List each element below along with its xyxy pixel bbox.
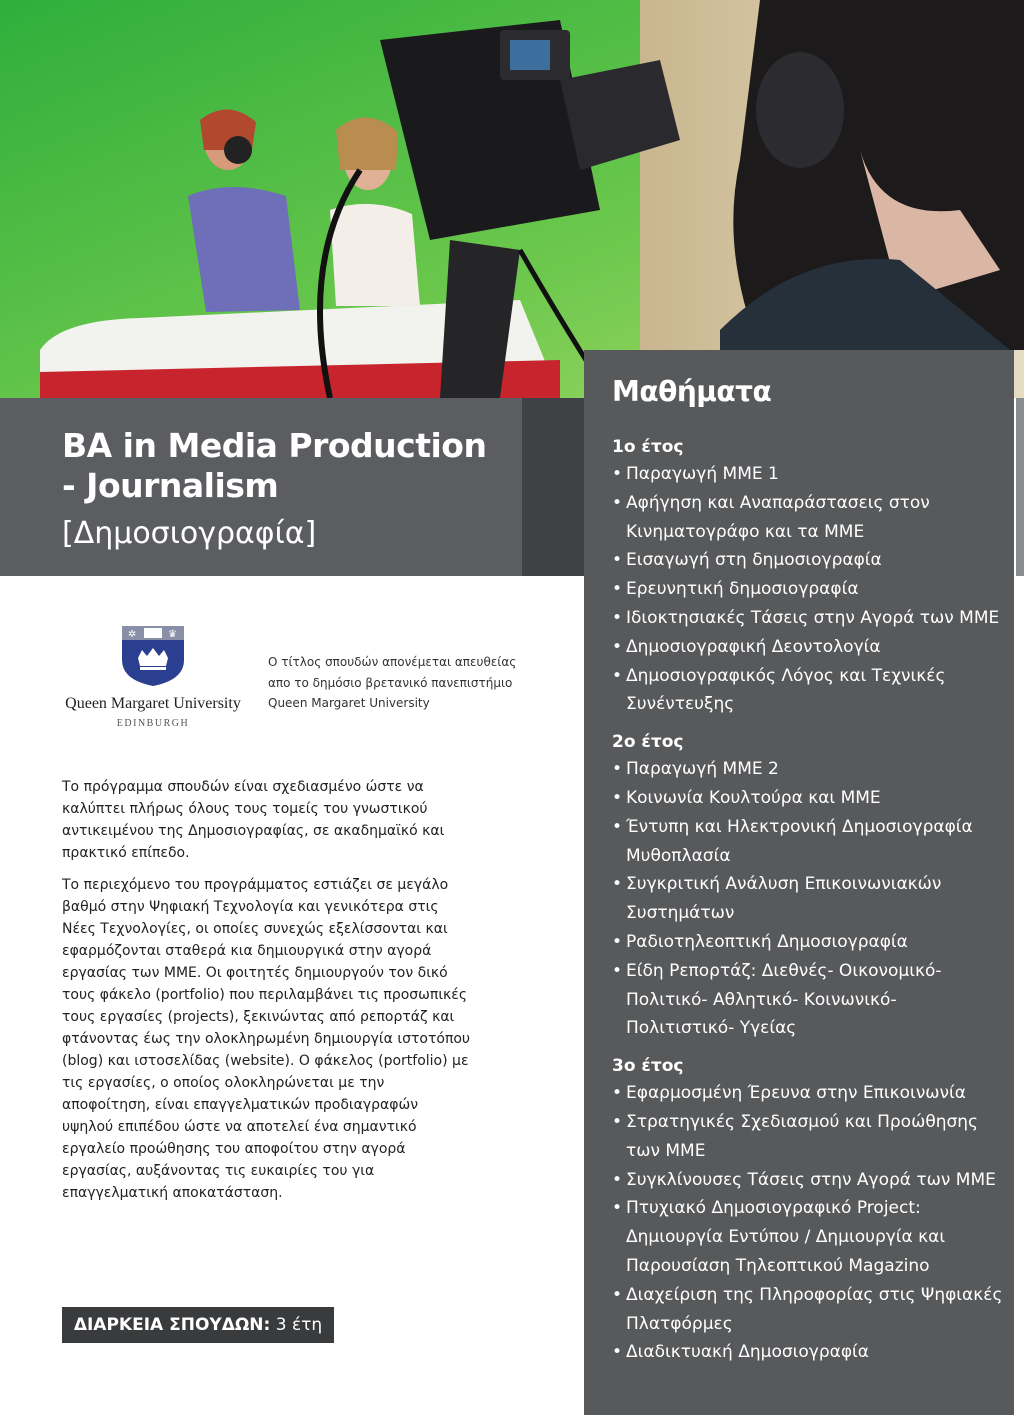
degree-note: Ο τίτλος σπουδών απονέμεται απευθείας απο το δημόσιο βρετανικό πανεπιστήμιο Queen Margaret University: [268, 655, 517, 710]
course-item: • Στρατηγικές Σχεδιασμού και Προώθησης των ΜΜΕ: [612, 1108, 1008, 1166]
course-item: • Παραγωγή ΜΜΕ 2: [612, 755, 1008, 784]
course-item: • Κοινωνία Κουλτούρα και ΜΜΕ: [612, 784, 1008, 813]
year-group-2: [612, 729, 1008, 1043]
course-item: • Συγκριτική Ανάλυση Επικοινωνιακών Συστημάτων: [612, 870, 1008, 928]
university-name: Queen Margaret University: [65, 695, 241, 712]
year-label: 3ο έτος: [612, 1056, 684, 1077]
program-subtitle: [Δημοσιογραφία]: [62, 516, 317, 551]
title-band: [0, 398, 522, 576]
university-crest-icon: [120, 624, 186, 688]
year-group-1: [612, 434, 1008, 719]
course-item: • Πτυχιακό Δημοσιογραφικό Project: Δημιουργία Εντύπου / Δημιουργία και Παρουσίαση Τηλεοπτικού Magazino: [612, 1194, 1008, 1280]
course-item: • Έντυπη και Ηλεκτρονική Δημοσιογραφία Μυθοπλασία: [612, 813, 1008, 871]
hero-photo: [0, 0, 1024, 398]
course-item: • Συγκλίνουσες Τάσεις στην Αγορά των ΜΜΕ: [612, 1166, 1008, 1195]
course-item: • Διαδικτυακή Δημοσιογραφία: [612, 1338, 1008, 1367]
course-item: • Δημοσιογραφική Δεοντολογία: [612, 633, 1008, 662]
duration-label: ΔΙΑΡΚΕΙΑ ΣΠΟΥΔΩΝ:: [73, 1315, 271, 1335]
course-item: • Είδη Ρεπορτάζ: Διεθνές- Οικονομικό- Πολιτικό- Αθλητικό- Κοινωνικό- Πολιτιστικό- Υγείας: [612, 957, 1008, 1043]
course-item: • Ερευνητική δημοσιογραφία: [612, 575, 1008, 604]
duration-value: 3 έτη: [275, 1315, 323, 1335]
course-item: • Εισαγωγή στη δημοσιογραφία: [612, 546, 1008, 575]
year-group-3: [612, 1053, 1008, 1367]
courses-heading: Μαθήματα: [612, 375, 772, 408]
description-paragraph: Το περιεχόμενο του προγράμματος εστιάζει σε μεγάλο βαθμό στην Ψηφιακή Τεχνολογία και γενικότερα στις Νέες Τεχνολογίες, οι οποίες συνεχώς εξελίσσονται και εφαρμόζονται σταθερά κια δημιουργικά στην αγορά εργασίας των ΜΜΕ. Οι φοιτητές δημιουργούν τον δικό τους φάκελο (portfolio) που περιλαμβάνει τις προσωπικές τους εργασίες (projects), ξεκινώντας από ρεπορτάζ και φτάνοντας έως την ολοκληρωμένη δημιουργία ιστοτόπου (blog) και ιστοσελίδας (website). Ο φάκελος (portfolio) με τις εργασίες, ο οποίος ολοκληρώνεται με την αποφοίτηση, είναι επαγγελματικών προδιαγραφών υψηλού επιπέδου ώστε να αποτελεί ένα σημαντικό εργαλείο προώθησης του αποφοίτου στην αγορά εργασίας, αυξάνοντας τις ευκαιρίες του για επαγγελματική αποκατάσταση.: [62, 877, 471, 1201]
title-band-edge: [1016, 398, 1024, 576]
program-title: BA in Media Production - Journalism: [62, 426, 487, 505]
course-item: • Δημοσιογραφικός Λόγος και Τεχνικές Συνέντευξης: [612, 662, 1008, 720]
description-paragraph: Το πρόγραμμα σπουδών είναι σχεδιασμένο ώστε να καλύπτει πλήρως όλους τους τομείς του γνωστικού αντικειμένου της Δημοσιογραφίας, σε ακαδημαϊκό και πρακτικό επίπεδο.: [62, 779, 445, 861]
year-label: 1ο έτος: [612, 437, 684, 457]
course-list: [612, 434, 1008, 1377]
studio-photo: [0, 0, 1024, 398]
svg-text:✲: ✲: [128, 629, 137, 640]
duration-badge: [62, 1307, 334, 1343]
university-logo: [60, 624, 246, 740]
course-item: • Παραγωγή ΜΜΕ 1: [612, 460, 1008, 489]
year-label: 2ο έτος: [612, 732, 684, 753]
svg-text:♛: ♛: [168, 629, 177, 640]
course-item: • Ραδιοτηλεοπτική Δημοσιογραφία: [612, 928, 1008, 957]
course-item: • Αφήγηση και Αναπαράστασεις στον Κινηματογράφο και τα ΜΜΕ: [612, 489, 1008, 547]
course-item: • Ιδιοκτησιακές Τάσεις στην Αγορά των ΜΜΕ: [612, 604, 1008, 633]
courses-panel: [584, 350, 1014, 1415]
course-item: • Εφαρμοσμένη Έρευνα στην Επικοινωνία: [612, 1079, 1008, 1108]
course-item: • Διαχείριση της Πληροφορίας στις Ψηφιακές Πλατφόρμες: [612, 1281, 1008, 1339]
program-description: [62, 776, 472, 1214]
university-city: EDINBURGH: [116, 718, 190, 729]
title-band-accent: [522, 398, 584, 576]
